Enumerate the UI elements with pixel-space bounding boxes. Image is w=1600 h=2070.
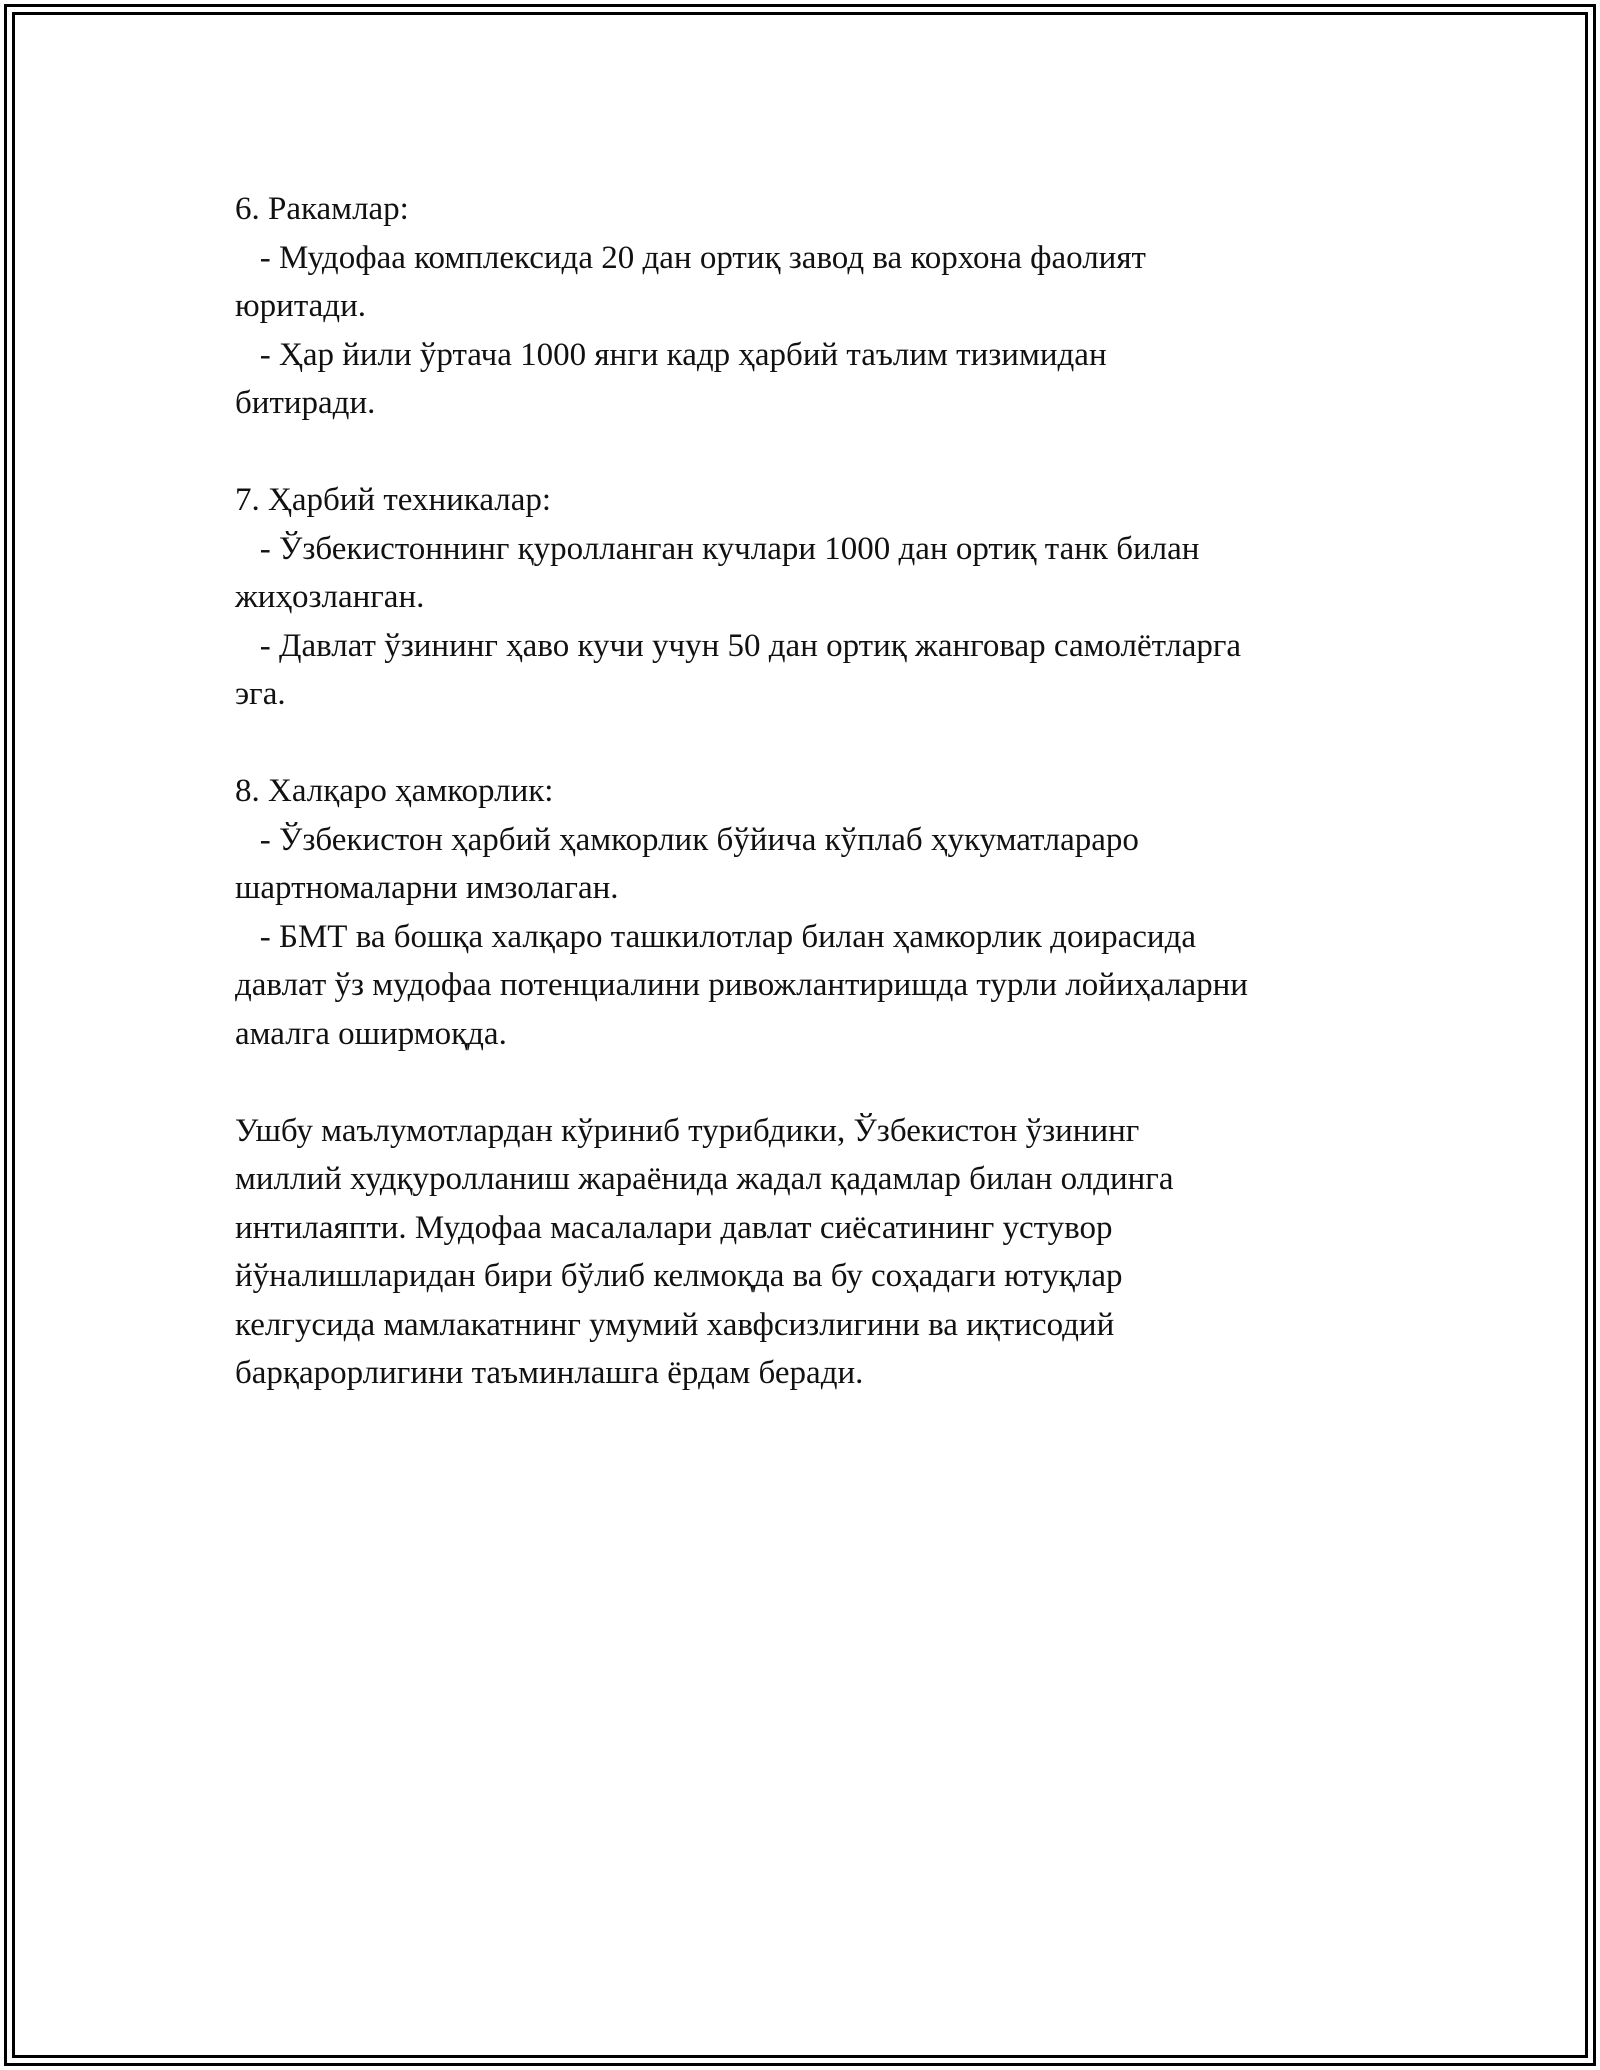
conclusion-line: Ушбу маълумотлардан кўриниб турибдики, Ўзбекистон ўзининг [235, 1112, 1140, 1149]
conclusion-line: барқарорлигини таъминлашга ёрдам беради. [235, 1355, 864, 1391]
section-military-equipment [235, 476, 1395, 719]
section-line: - Ўзбекистон ҳарбий ҳамкорлик бўйича кўплаб ҳукуматлараро [235, 821, 1139, 858]
paragraph-gap [235, 1058, 1395, 1107]
conclusion-line: келгусида мамлакатнинг умумий хавфсизлигини ва иқтисодий [235, 1306, 1115, 1343]
conclusion-paragraph [235, 1107, 1395, 1398]
section-line: - Ҳар йили ўртача 1000 янги кадр ҳарбий таълим тизимидан [235, 336, 1107, 373]
section-line: - Ўзбекистоннинг қуролланган кучлари 1000 дан ортиқ танк билан [235, 530, 1200, 567]
section-line: - Мудофаа комплексида 20 дан ортиқ завод ва корхона фаолият [235, 239, 1146, 276]
section-line: давлат ўз мудофаа потенциалини ривожлантиришда турли лойиҳаларни [235, 967, 1248, 1003]
section-heading: 8. Халқаро ҳамкорлик: [235, 773, 554, 809]
paragraph-gap [235, 719, 1395, 768]
section-international-cooperation [235, 767, 1395, 1058]
section-line: битиради. [235, 385, 376, 421]
conclusion-line: интилаяпти. Мудофаа масалалари давлат сиёсатининг устувор [235, 1209, 1113, 1246]
section-line: шартномаларни имзолаган. [235, 870, 619, 906]
document-body [235, 185, 1395, 1398]
section-line: юритади. [235, 288, 366, 324]
section-numbers [235, 185, 1395, 428]
paragraph-gap [235, 428, 1395, 477]
section-line: жиҳозланган. [235, 579, 425, 615]
section-line: эга. [235, 676, 286, 712]
section-line: - Давлат ўзининг ҳаво кучи учун 50 дан ортиқ жанговар самолётларга [235, 627, 1242, 664]
section-line: - БМТ ва бошқа халқаро ташкилотлар билан ҳамкорлик доирасида [235, 918, 1197, 955]
section-line: амалга оширмоқда. [235, 1015, 507, 1052]
section-heading: 7. Ҳарбий техникалар: [235, 482, 552, 518]
conclusion-line: йўналишларидан бири бўлиб келмоқда ва бу соҳадаги ютуқлар [235, 1258, 1123, 1294]
conclusion-line: миллий худқуролланиш жараёнида жадал қадамлар билан олдинга [235, 1161, 1174, 1197]
section-heading: 6. Ракамлар: [235, 191, 409, 227]
